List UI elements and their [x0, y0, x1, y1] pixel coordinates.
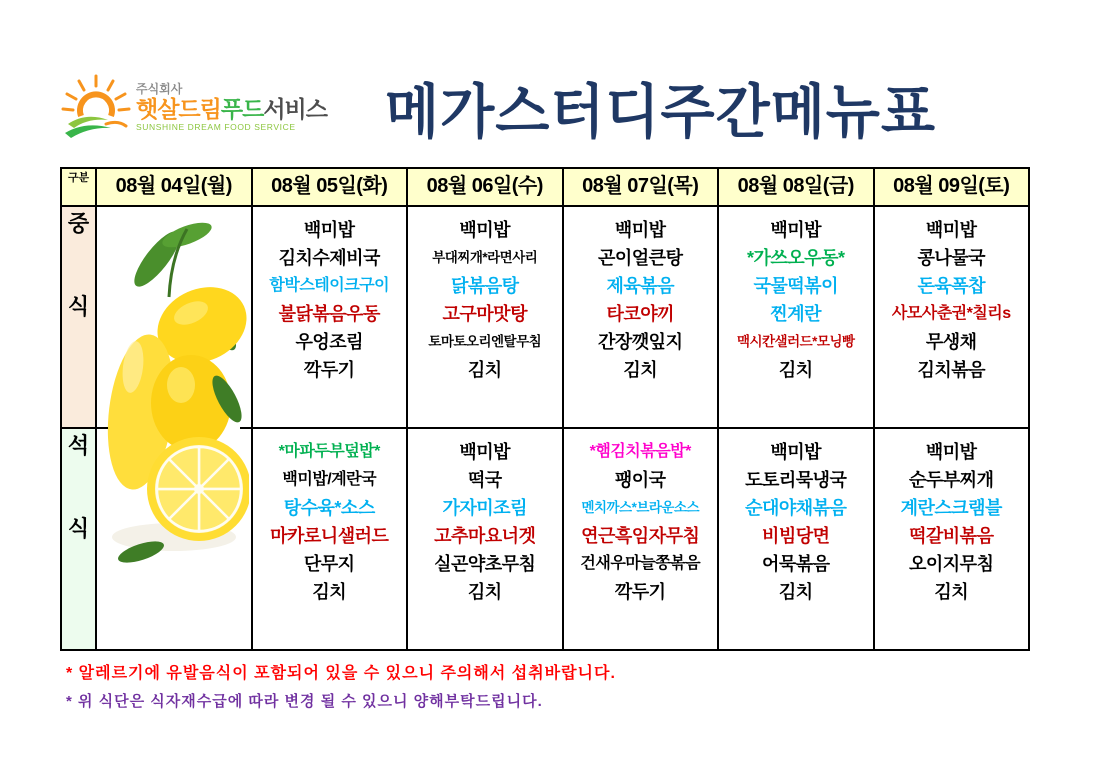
logo-name-part2: 푸드 [220, 96, 264, 123]
menu-item: *가쓰오우동* [747, 248, 845, 268]
menu-item: 계란스크램블 [900, 498, 1002, 518]
menu-item: 깍두기 [303, 360, 355, 380]
menu-item: 순두부찌개 [909, 470, 994, 490]
menu-item: 콩나물국 [917, 248, 986, 268]
row-label-lunch [61, 206, 96, 428]
menu-item: 김치 [623, 360, 658, 380]
menu-item: 백미밥 [614, 220, 666, 240]
page-header [60, 60, 1046, 155]
row-label-char: 중 [67, 211, 90, 236]
menu-item: 가자미조림 [442, 498, 527, 518]
menu-cell-dinner-3 [563, 428, 719, 650]
row-label-char: 석 [67, 433, 90, 458]
menu-item: 김치 [467, 360, 502, 380]
logo-name-part1: 햇살드림 [136, 96, 221, 123]
company-logo [60, 72, 327, 144]
menu-item: 백미밥 [459, 442, 511, 462]
date-header-6: 08월 09일(토) [874, 168, 1030, 206]
menu-item: 어묵볶음 [761, 554, 830, 574]
menu-item: 순대야채볶음 [745, 498, 847, 518]
menu-item: 비빔당면 [761, 526, 830, 546]
footer-notes [66, 660, 616, 718]
corner-label: 구분 [61, 168, 96, 206]
date-header-2: 08월 05일(화) [252, 168, 408, 206]
menu-item: 무생채 [925, 332, 977, 352]
menu-item: 실곤약초무침 [434, 554, 536, 574]
row-label-char: 식 [67, 294, 90, 319]
menu-item: 찐계란 [770, 304, 822, 324]
menu-item: 김치볶음 [917, 360, 986, 380]
menu-item: 백미밥/계란국 [282, 471, 377, 488]
menu-item: 간장깻잎지 [598, 332, 683, 352]
logo-name-part3: 서비스 [263, 96, 327, 123]
menu-cell-dinner-5 [874, 428, 1030, 650]
menu-item: 토마토오리엔탈무침 [428, 334, 542, 349]
menu-item: 탕수육*소스 [283, 498, 375, 518]
menu-cell-lunch-1 [252, 206, 408, 428]
row-label-char: 식 [67, 516, 90, 541]
sun-hills-icon [60, 72, 132, 144]
menu-item: 곤이얼큰탕 [598, 248, 683, 268]
lunch-row [61, 206, 1029, 428]
menu-item: 사모사춘권*칠리s [891, 305, 1011, 322]
menu-item: 멘치까스*브라운소스 [581, 500, 700, 515]
menu-item: 타코야끼 [606, 304, 675, 324]
logo-company-prefix: 주식회사 [136, 81, 183, 96]
date-header-4: 08월 07일(목) [563, 168, 719, 206]
menu-item: 오이지무침 [909, 554, 994, 574]
menu-item: 도토리묵냉국 [745, 470, 847, 490]
menu-item: 백미밥 [770, 220, 822, 240]
table-header-row [61, 168, 1029, 206]
menu-cell-dinner-1 [252, 428, 408, 650]
menu-item: 백미밥 [459, 220, 511, 240]
weekly-menu-table [60, 167, 1030, 651]
menu-item: 백미밥 [770, 442, 822, 462]
menu-item: 김치 [778, 582, 813, 602]
logo-subtitle: SUNSHINE DREAM FOOD SERVICE [136, 122, 296, 133]
monday-photo-cell [96, 206, 252, 650]
menu-cell-lunch-2 [407, 206, 563, 428]
menu-item: 김치 [934, 582, 969, 602]
row-divider-stub [97, 427, 108, 429]
lemons-photo [99, 207, 249, 579]
row-label-dinner [61, 428, 96, 650]
menu-item: 닭볶음탕 [450, 276, 519, 296]
allergy-warning-note: * 알레르기에 유발음식이 포함되어 있을 수 있으니 주의해서 섭취바랍니다. [66, 665, 616, 682]
menu-item: 돈육폭찹 [917, 276, 986, 296]
menu-item: 김치 [467, 582, 502, 602]
menu-cell-lunch-4 [718, 206, 874, 428]
menu-item: 백미밥 [925, 220, 977, 240]
menu-cell-lunch-5 [874, 206, 1030, 428]
menu-item: 연근흑임자무침 [581, 526, 700, 546]
menu-item: 김치 [312, 582, 347, 602]
menu-item: 제육볶음 [606, 276, 675, 296]
menu-item: 떡갈비볶음 [909, 526, 994, 546]
menu-change-note: * 위 식단은 식자재수급에 따라 변경 될 수 있으니 양해부탁드립니다. [66, 693, 543, 710]
menu-item: *마파두부덮밥* [278, 443, 380, 460]
menu-item: 고구마맛탕 [442, 304, 527, 324]
menu-item: 단무지 [303, 554, 355, 574]
date-header-1: 08월 04일(월) [96, 168, 252, 206]
menu-item: 백미밥 [303, 220, 355, 240]
menu-item: 불닭볶음우동 [278, 304, 380, 324]
date-header-5: 08월 08일(금) [718, 168, 874, 206]
menu-item: 마카로니샐러드 [270, 526, 389, 546]
menu-item: 김치수제비국 [278, 248, 380, 268]
date-header-3: 08월 06일(수) [407, 168, 563, 206]
row-divider-stub [240, 427, 251, 429]
menu-item: *햄김치볶음밥* [589, 443, 691, 460]
menu-item: 건새우마늘쫑볶음 [580, 555, 701, 572]
menu-cell-dinner-4 [718, 428, 874, 650]
menu-item: 깍두기 [614, 582, 666, 602]
menu-item: 국물떡볶이 [753, 276, 838, 296]
menu-item: 팽이국 [614, 470, 666, 490]
menu-item: 고추마요너겟 [434, 526, 536, 546]
menu-item: 맥시칸샐러드*모닝빵 [736, 334, 855, 349]
menu-cell-lunch-3 [563, 206, 719, 428]
menu-item: 함박스테이크구이 [269, 277, 390, 294]
menu-item: 김치 [778, 360, 813, 380]
page-title: 메가스터디주간메뉴표 [385, 78, 936, 145]
menu-item: 부대찌개*라면사리 [432, 250, 538, 265]
menu-item: 떡국 [467, 470, 502, 490]
menu-cell-dinner-2 [407, 428, 563, 650]
menu-item: 우엉조림 [295, 332, 364, 352]
menu-item: 백미밥 [925, 442, 977, 462]
